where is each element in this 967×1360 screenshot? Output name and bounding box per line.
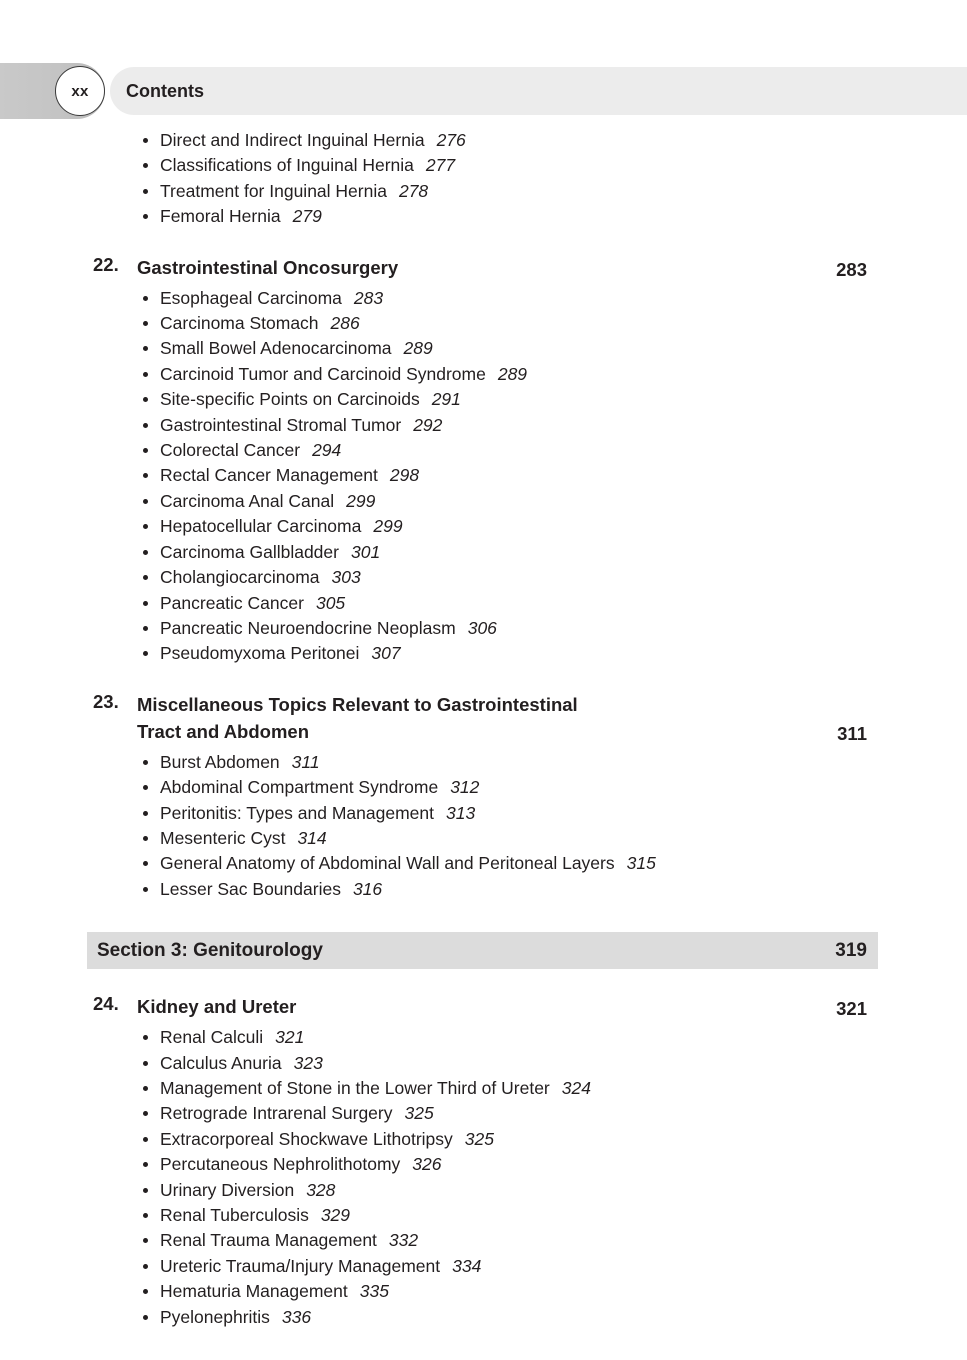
- toc-entry-label: Carcinoma Anal Canal: [160, 490, 335, 511]
- chapter-number: 22.: [93, 253, 119, 275]
- page-title: Contents: [126, 80, 204, 101]
- toc-entry-label: Burst Abdomen: [160, 751, 280, 772]
- toc-entry-label: Lesser Sac Boundaries: [160, 878, 341, 899]
- toc-entry-page-number: 335: [359, 1281, 389, 1302]
- toc-entry-page-number: 286: [330, 313, 360, 334]
- toc-entry-label: Urinary Diversion: [160, 1179, 295, 1200]
- chapter-page-number: 283: [836, 258, 867, 280]
- toc-entry[interactable]: [0, 1203, 967, 1228]
- continued-entries-inguinal-hernia-entry-list: [0, 128, 967, 230]
- bullet-icon: [143, 651, 148, 656]
- toc-entry[interactable]: [0, 1025, 967, 1050]
- bullet-icon: [143, 1213, 148, 1218]
- toc-entry-label: Femoral Hernia: [160, 206, 281, 227]
- running-header: [0, 63, 967, 119]
- toc-entry[interactable]: [0, 362, 967, 387]
- chapter-24-heading[interactable]: [0, 993, 967, 1020]
- chapter-22: [0, 254, 967, 667]
- toc-entry-label: General Anatomy of Abdominal Wall and Peritoneal Layers: [160, 853, 615, 874]
- toc-entry-label: Cholangiocarcinoma: [160, 567, 320, 588]
- toc-entry-label: Hematuria Management: [160, 1281, 348, 1302]
- toc-entry-page-number: 329: [320, 1205, 351, 1225]
- toc-entry[interactable]: [0, 1228, 967, 1253]
- bullet-icon: [143, 1315, 148, 1320]
- toc-entry[interactable]: [0, 413, 967, 438]
- toc-entry-label: Mesenteric Cyst: [160, 827, 286, 848]
- toc-entry[interactable]: [0, 311, 967, 336]
- chapter-24-entry-list: [0, 1025, 967, 1330]
- toc-entry-page-number: 299: [346, 490, 376, 511]
- bullet-icon: [143, 575, 148, 580]
- toc-entry-page-number: 289: [497, 363, 528, 384]
- toc-entry-label: Peritonitis: Types and Management: [160, 802, 435, 823]
- toc-entry-label: Direct and Indirect Inguinal Hernia: [160, 130, 425, 150]
- toc-entry-page-number: 289: [403, 338, 433, 359]
- bullet-icon: [143, 626, 148, 631]
- toc-entry[interactable]: [0, 851, 967, 876]
- bullet-icon: [143, 321, 148, 326]
- toc-entry[interactable]: [0, 1305, 967, 1330]
- toc-entry-label: Pseudomyxoma Peritonei: [160, 643, 360, 664]
- toc-entry[interactable]: [0, 1178, 967, 1203]
- section-3-banner[interactable]: [87, 932, 878, 969]
- toc-entry-label: Retrograde Intrarenal Surgery: [160, 1103, 393, 1124]
- section-banner-page-number: 319: [835, 939, 867, 961]
- toc-entry-label: Abdominal Compartment Syndrome: [160, 777, 439, 798]
- toc-entry-page-number: 334: [452, 1255, 482, 1276]
- toc-entry-label: Gastrointestinal Stromal Tumor: [160, 414, 402, 435]
- chapter-title-line-2: Tract and Abdomen: [137, 720, 310, 742]
- toc-entry-label: Site-specific Points on Carcinoids: [160, 389, 420, 410]
- toc-entry-label: Pancreatic Neuroendocrine Neoplasm: [160, 617, 456, 638]
- toc-entry-page-number: 325: [404, 1103, 434, 1124]
- toc-entry-label: Renal Tuberculosis: [160, 1205, 309, 1225]
- toc-entry-label: Hepatocellular Carcinoma: [160, 516, 362, 537]
- bullet-icon: [143, 423, 148, 428]
- folio-circle: [55, 66, 105, 116]
- toc-entry[interactable]: [0, 1051, 967, 1076]
- toc-entry[interactable]: [0, 153, 967, 178]
- toc-entry-page-number: 314: [297, 827, 327, 848]
- toc-entry[interactable]: [0, 591, 967, 616]
- toc-entry-page-number: 294: [312, 440, 342, 461]
- toc-entry-label: Carcinoid Tumor and Carcinoid Syndrome: [160, 363, 486, 384]
- bullet-icon: [143, 1188, 148, 1193]
- bullet-icon: [143, 163, 148, 168]
- chapter-23-entry-list: [0, 750, 967, 902]
- bullet-icon: [143, 346, 148, 351]
- toc-entry-page-number: 312: [450, 777, 480, 798]
- toc-entry[interactable]: [0, 179, 967, 204]
- toc-entry-page-number: 311: [291, 751, 320, 772]
- toc-entry-page-number: 283: [353, 287, 384, 308]
- toc-entry[interactable]: [0, 877, 967, 902]
- toc-entry[interactable]: [0, 616, 967, 641]
- toc-entry-label: Rectal Cancer Management: [160, 465, 378, 486]
- toc-entry-page-number: 323: [293, 1052, 323, 1073]
- chapter-22-entry-list: [0, 286, 967, 667]
- toc-entry[interactable]: [0, 540, 967, 565]
- toc-entry[interactable]: [0, 463, 967, 488]
- toc-entry-page-number: 292: [413, 414, 443, 435]
- toc-entry-label: Classifications of Inguinal Hernia: [160, 155, 414, 176]
- chapter-title-line-1: Miscellaneous Topics Relevant to Gastrointestinal: [137, 693, 578, 715]
- toc-entry[interactable]: [0, 750, 967, 775]
- toc-entry-page-number: 291: [431, 389, 461, 410]
- table-of-contents: [0, 128, 967, 1330]
- toc-entry-page-number: 316: [352, 878, 383, 899]
- toc-entry[interactable]: [0, 1279, 967, 1304]
- toc-entry-page-number: 307: [371, 643, 401, 664]
- bullet-icon: [143, 1238, 148, 1243]
- bullet-icon: [143, 138, 148, 143]
- toc-entry[interactable]: [0, 1152, 967, 1177]
- toc-entry-page-number: 301: [350, 541, 381, 562]
- bullet-icon: [143, 1137, 148, 1142]
- chapter-page-number: 321: [836, 998, 867, 1020]
- folio-number: xx: [71, 82, 89, 100]
- toc-entry[interactable]: [0, 1076, 967, 1101]
- toc-entry[interactable]: [0, 514, 967, 539]
- toc-entry[interactable]: [0, 1254, 967, 1279]
- bullet-icon: [143, 861, 148, 866]
- toc-entry[interactable]: [0, 489, 967, 514]
- chapter-title: [137, 691, 852, 745]
- toc-entry[interactable]: [0, 1127, 967, 1152]
- chapter-title: Kidney and Ureter: [137, 996, 297, 1018]
- bullet-icon: [143, 1035, 148, 1040]
- chapter-23: [0, 691, 967, 902]
- chapter-page-number: 311: [837, 722, 867, 744]
- toc-entry-label: Esophageal Carcinoma: [160, 287, 342, 308]
- toc-entry-label: Treatment for Inguinal Hernia: [160, 180, 387, 201]
- toc-entry[interactable]: [0, 775, 967, 800]
- chapter-number: 23.: [93, 690, 119, 712]
- toc-entry-page-number: 332: [388, 1230, 419, 1251]
- toc-entry[interactable]: [0, 204, 967, 229]
- toc-entry-page-number: 328: [306, 1179, 336, 1200]
- toc-entry-label: Percutaneous Nephrolithotomy: [160, 1154, 401, 1175]
- toc-entry[interactable]: [0, 641, 967, 666]
- bullet-icon: [143, 524, 148, 529]
- toc-entry-label: Colorectal Cancer: [160, 440, 301, 461]
- toc-entry-page-number: 303: [331, 567, 361, 588]
- bullet-icon: [143, 1061, 148, 1066]
- bullet-icon: [143, 296, 148, 301]
- chapter-number: 24.: [93, 993, 119, 1015]
- bullet-icon: [143, 1289, 148, 1294]
- toc-entry[interactable]: [0, 286, 967, 311]
- toc-entry-label: Ureteric Trauma/Injury Management: [160, 1255, 441, 1276]
- toc-entry[interactable]: [0, 1101, 967, 1126]
- toc-entry-page-number: 278: [398, 180, 429, 201]
- toc-entry-page-number: 324: [561, 1077, 591, 1098]
- toc-entry-page-number: 277: [425, 155, 456, 176]
- bullet-icon: [143, 836, 148, 841]
- toc-entry[interactable]: [0, 128, 967, 153]
- toc-entry-page-number: 298: [389, 465, 420, 486]
- bullet-icon: [143, 1162, 148, 1167]
- toc-entry-label: Renal Trauma Management: [160, 1230, 377, 1251]
- toc-entry-page-number: 279: [292, 206, 322, 227]
- chapter-23-heading[interactable]: [0, 691, 967, 745]
- chapter-24: [0, 993, 967, 1330]
- toc-entry-label: Management of Stone in the Lower Third of Ureter: [160, 1077, 550, 1098]
- toc-entry[interactable]: [0, 826, 967, 851]
- toc-entry-label: Pyelonephritis: [160, 1306, 270, 1327]
- bullet-icon: [143, 1111, 148, 1116]
- toc-entry-label: Extracorporeal Shockwave Lithotripsy: [160, 1128, 453, 1149]
- bullet-icon: [143, 372, 148, 377]
- bullet-icon: [143, 601, 148, 606]
- section-banner-title: Section 3: Genitourology: [97, 939, 323, 961]
- bullet-icon: [143, 785, 148, 790]
- toc-entry-page-number: 326: [412, 1154, 442, 1175]
- bullet-icon: [143, 550, 148, 555]
- toc-entry-page-number: 313: [446, 802, 476, 823]
- toc-entry-page-number: 276: [436, 130, 466, 150]
- toc-entry-label: Carcinoma Gallbladder: [160, 541, 339, 562]
- toc-entry-page-number: 325: [464, 1128, 494, 1149]
- toc-entry-page-number: 299: [373, 516, 403, 537]
- bullet-icon: [143, 499, 148, 504]
- toc-entry[interactable]: [0, 438, 967, 463]
- toc-entry-label: Carcinoma Stomach: [160, 313, 319, 334]
- bullet-icon: [143, 760, 148, 765]
- toc-entry-page-number: 305: [315, 592, 346, 613]
- bullet-icon: [143, 887, 148, 892]
- toc-entry-page-number: 321: [275, 1027, 305, 1048]
- chapter-22-heading[interactable]: [0, 254, 967, 281]
- bullet-icon: [143, 397, 148, 402]
- bullet-icon: [143, 214, 148, 219]
- header-band: [110, 67, 967, 115]
- toc-entry-page-number: 336: [281, 1306, 312, 1327]
- bullet-icon: [143, 473, 148, 478]
- toc-entry-label: Pancreatic Cancer: [160, 592, 304, 613]
- toc-entry[interactable]: [0, 801, 967, 826]
- bullet-icon: [143, 1264, 148, 1269]
- toc-entry-label: Calculus Anuria: [160, 1052, 282, 1073]
- chapter-title: Gastrointestinal Oncosurgery: [137, 256, 399, 278]
- bullet-icon: [143, 811, 148, 816]
- bullet-icon: [143, 1086, 148, 1091]
- bullet-icon: [143, 189, 148, 194]
- toc-entry-label: Renal Calculi: [160, 1027, 264, 1048]
- toc-entry-page-number: 315: [626, 853, 656, 874]
- continued-entries-inguinal-hernia: [0, 128, 967, 230]
- bullet-icon: [143, 448, 148, 453]
- toc-entry[interactable]: [0, 387, 967, 412]
- toc-entry[interactable]: [0, 336, 967, 361]
- toc-entry-label: Small Bowel Adenocarcinoma: [160, 338, 392, 359]
- toc-entry-page-number: 306: [467, 617, 497, 638]
- toc-entry[interactable]: [0, 565, 967, 590]
